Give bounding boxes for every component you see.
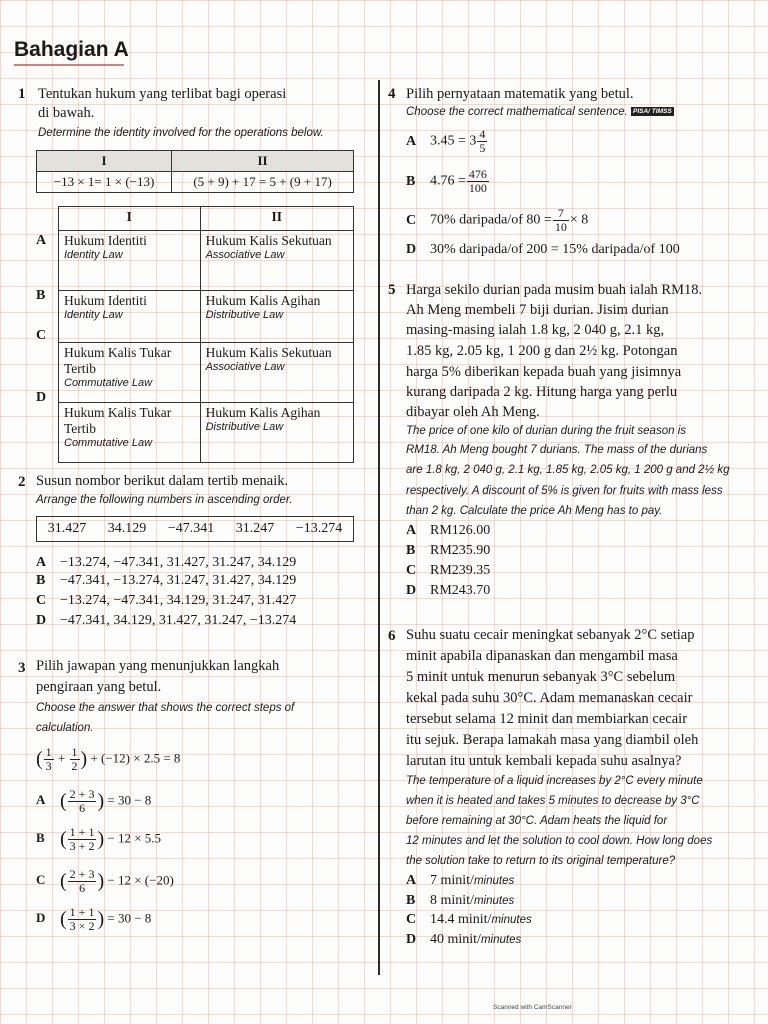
q4-text-en-row xyxy=(406,103,674,122)
q4-option-d[interactable] xyxy=(406,242,680,258)
q3-option-b-tail: − 12 × 5.5 xyxy=(107,830,162,846)
q3-option-a-num: 2 + 3 xyxy=(69,787,95,801)
q6-option-d-en: minutes xyxy=(480,934,522,946)
q4-option-c[interactable] xyxy=(406,207,588,234)
q4-option-b-pre: 4.76 = xyxy=(430,173,466,189)
q5-text-ms-1: Harga sekilo durian pada musim buah ialah RM18. xyxy=(406,282,703,298)
q3-text-ms-2: pengiraan yang betul. xyxy=(36,679,162,695)
q6-text-en-5: the solution take to return to its original temperature? xyxy=(406,855,676,867)
q4-text-ms: Pilih pernyataan matematik yang betul. xyxy=(406,86,634,102)
q2-number-1: 31.427 xyxy=(47,521,87,536)
q1-d-i-en: Commutative Law xyxy=(64,437,153,449)
q1-d-i-ms: Hukum Kalis Tukar Tertib xyxy=(64,405,172,436)
q6-text-ms-2: minit apabila dipanaskan dan mengambil masa xyxy=(406,648,678,664)
q4-option-c-pre: 70% daripada/of 80 = xyxy=(430,212,552,228)
q2-option-b[interactable] xyxy=(36,573,296,589)
q1-options-header-1: I xyxy=(59,207,201,231)
q3-option-a-den: 6 xyxy=(79,801,86,815)
q1-a-i-ms: Hukum Identiti xyxy=(64,233,147,248)
q3-option-c[interactable]: C ( $\frac{2 + 3}{6}$ ) − 12 × (−20) xyxy=(36,867,174,895)
pisa-timss-badge: PISA/ TIMSS xyxy=(633,108,672,116)
q4-option-b-num: 476 xyxy=(468,167,487,181)
q1-b-ii-ms: Hukum Kalis Agihan xyxy=(205,293,321,308)
q6-option-a-en: minutes xyxy=(473,875,515,887)
q3-option-c-tail: − 12 × (−20) xyxy=(107,872,174,888)
q2-option-c[interactable] xyxy=(36,593,296,609)
q6-option-d-letter: D xyxy=(406,932,417,947)
q5-text-en-2: RM18. Ah Meng bought 7 durians. The mass of the durians xyxy=(406,444,708,456)
q2-option-c-text: −13.274, −47.341, 34.129, 31.247, 31.427 xyxy=(60,593,297,608)
q1-option-row-d xyxy=(59,403,354,463)
q2-option-c-letter: C xyxy=(36,593,47,608)
q1-options-table xyxy=(58,206,354,463)
q6-option-b[interactable] xyxy=(406,892,514,911)
q2-number-3: −47.341 xyxy=(167,521,215,536)
q6-option-b-en: minutes xyxy=(473,895,515,907)
q1-option-row-b xyxy=(59,291,354,343)
q6-option-a[interactable] xyxy=(406,872,514,891)
q5-option-b-text: RM235.90 xyxy=(430,543,491,558)
q5-text-ms-3: masing-masing ialah 1.8 kg, 2 040 g, 2.1 kg, xyxy=(406,322,665,338)
q1-text-en: Determine the identity involved for the operations below. xyxy=(38,127,324,139)
q5-option-b-letter: B xyxy=(406,543,416,558)
q4-option-a-den: 5 xyxy=(479,141,486,155)
q6-option-a-letter: A xyxy=(406,873,417,888)
q4-option-b-den: 100 xyxy=(468,181,487,195)
q4-option-c-num: 7 xyxy=(553,207,569,221)
q6-number: 6 xyxy=(388,628,396,644)
q4-option-b[interactable] xyxy=(406,168,490,195)
q6-option-b-letter: B xyxy=(406,893,416,908)
q3-number: 3 xyxy=(18,660,26,676)
q5-text-ms-7: dibayar oleh Ah Meng. xyxy=(406,404,540,420)
q2-option-a[interactable] xyxy=(36,555,296,571)
q6-text-en-3: before remaining at 30°C. Adam heats the liquid for xyxy=(406,815,668,827)
q5-option-d-text: RM243.70 xyxy=(430,583,491,598)
q6-option-c-en: minutes xyxy=(491,914,532,926)
q3-option-d-tail: = 30 − 8 xyxy=(107,910,152,926)
q2-text-ms: Susun nombor berikut dalam tertib menaik. xyxy=(36,473,289,489)
q5-option-a[interactable] xyxy=(406,523,490,539)
q1-given-value-1: −13 × 1= 1 × (−13) xyxy=(37,172,172,193)
q3-option-a[interactable]: A ( $\frac{2 + 3}{6}$ ) = 30 − 8 xyxy=(36,787,152,815)
q4-option-d-letter: D xyxy=(406,242,417,257)
q3-option-c-letter: C xyxy=(36,872,46,888)
q5-option-d[interactable] xyxy=(406,583,490,599)
q3-option-d-letter: D xyxy=(36,910,46,926)
q5-option-c-letter: C xyxy=(406,563,417,578)
q5-text-en-1: The price of one kilo of durian during the fruit season is xyxy=(406,425,686,437)
q5-option-b[interactable] xyxy=(406,543,490,559)
q5-text-ms-6: kurang daripada 2 kg. Hitung harga yang perlu xyxy=(406,384,678,400)
q3-text-ms-1: Pilih jawapan yang menunjukkan langkah xyxy=(36,658,280,674)
q3-option-c-den: 6 xyxy=(79,881,86,895)
q6-text-ms-5: tersebut selama 12 minit dan membiarkan cecair xyxy=(406,711,688,727)
q6-option-c-ms: 14.4 minit/ xyxy=(430,912,492,927)
q4-option-c-letter: C xyxy=(406,212,417,228)
q3-text-en-1: Choose the answer that shows the correct steps of xyxy=(36,702,295,714)
q1-c-ii-en: Associative Law xyxy=(205,361,285,373)
q1-b-ii-en: Distributive Law xyxy=(205,309,284,321)
q4-option-a-pre: 3.45 = 3 xyxy=(430,133,477,149)
q1-d-ii-en: Distributive Law xyxy=(205,421,284,433)
q1-option-c-letter: C xyxy=(36,328,47,343)
q4-option-b-letter: B xyxy=(406,173,416,189)
column-divider xyxy=(378,80,380,975)
q4-option-a-letter: A xyxy=(406,133,417,149)
q2-number-2: 34.129 xyxy=(107,521,147,536)
q2-option-d-letter: D xyxy=(36,613,47,628)
q5-text-en-3: are 1.8 kg, 2 040 g, 2.1 kg, 1.85 kg, 2.05 kg, 1 200 g and 2½ kg xyxy=(406,464,730,476)
q3-expression: ( $\frac{1}{3}$ + $\frac{1}{2}$ ) + (−12) × 2.5 = 8 xyxy=(36,745,181,773)
q4-option-d-pre: 30% daripada/of 200 = 15% daripada/of 100 xyxy=(430,242,680,257)
q1-number: 1 xyxy=(18,86,26,102)
q2-number-box xyxy=(36,516,354,542)
q3-option-c-num: 2 + 3 xyxy=(69,867,95,881)
q1-option-b-letter: B xyxy=(36,288,46,303)
q1-text-ms-1: Tentukan hukum yang terlibat bagi operasi xyxy=(38,86,287,102)
q1-c-i-ms: Hukum Kalis Tukar Tertib xyxy=(64,345,172,376)
q6-text-ms-4: kekal pada suhu 30°C. Adam memanaskan cecair xyxy=(406,690,693,706)
q1-d-ii-ms: Hukum Kalis Agihan xyxy=(205,405,321,420)
q2-number-5: −13.274 xyxy=(295,521,343,536)
q2-number-4: 31.247 xyxy=(235,521,275,536)
q1-option-d-letter: D xyxy=(36,390,47,405)
q6-option-c-letter: C xyxy=(406,912,417,927)
q6-text-ms-1: Suhu suatu cecair meningkat sebanyak 2°C setiap xyxy=(406,627,695,643)
q2-option-d-text: −47.341, 34.129, 31.427, 31.247, −13.274 xyxy=(60,613,297,628)
q6-option-b-ms: 8 minit/ xyxy=(430,893,474,908)
q1-given-header-2: II xyxy=(172,151,354,172)
q6-text-ms-6: itu sejuk. Berapa lamakah masa yang diambil oleh xyxy=(406,732,699,748)
q4-option-a-num: 4 xyxy=(479,127,486,141)
q2-option-b-text: −47.341, −13.274, 31.247, 31.427, 34.129 xyxy=(60,573,297,588)
q6-text-ms-3: 5 minit untuk menurun sebanyak 3°C sebelum xyxy=(406,669,676,685)
q1-options-header-2: II xyxy=(200,207,353,231)
q3-option-b-den: 3 + 2 xyxy=(69,839,95,853)
q5-option-a-text: RM126.00 xyxy=(430,523,491,538)
q6-option-c[interactable] xyxy=(406,911,532,930)
q5-text-en-4: respectively. A discount of 5% is given for fruits with mass less xyxy=(406,485,723,497)
q3-option-b[interactable]: B ( $\frac{1 + 1}{3 + 2}$ ) − 12 × 5.5 xyxy=(36,825,162,853)
q1-given-value-2: (5 + 9) + 17 = 5 + (9 + 17) xyxy=(172,172,354,193)
q3-option-d[interactable]: D ( $\frac{1 + 1}{3 \times 2}$ ) = 30 − 8 xyxy=(36,905,152,933)
q1-a-i-en: Identity Law xyxy=(64,249,123,261)
title-underline xyxy=(14,64,124,66)
q5-text-en-5: than 2 kg. Calculate the price Ah Meng has to pay. xyxy=(406,505,663,517)
q1-text-ms-2: di bawah. xyxy=(38,105,95,121)
q3-option-d-num: 1 + 1 xyxy=(69,905,95,919)
q6-option-d-ms: 40 minit/ xyxy=(430,932,481,947)
q6-option-a-ms: 7 minit/ xyxy=(430,873,474,888)
q5-option-c[interactable] xyxy=(406,563,490,579)
q2-option-a-letter: A xyxy=(36,555,47,570)
q5-text-ms-4: 1.85 kg, 2.05 kg, 1 200 g dan 2½ kg. Potongan xyxy=(406,343,678,359)
q4-option-c-post: × 8 xyxy=(569,212,589,228)
q1-given-header-1: I xyxy=(37,151,172,172)
q5-text-ms-2: Ah Meng membeli 7 biji durian. Jisim durian xyxy=(406,302,669,318)
q1-a-ii-ms: Hukum Kalis Sekutuan xyxy=(205,233,332,248)
q1-option-a-letter: A xyxy=(36,233,47,248)
q3-option-b-num: 1 + 1 xyxy=(69,825,95,839)
q1-b-i-en: Identity Law xyxy=(64,309,123,321)
q1-c-ii-ms: Hukum Kalis Sekutuan xyxy=(205,345,332,360)
q3-option-a-tail: = 30 − 8 xyxy=(107,792,152,808)
q1-a-ii-en: Associative Law xyxy=(205,249,285,261)
q2-option-b-letter: B xyxy=(36,573,46,588)
q3-option-b-letter: B xyxy=(36,830,45,846)
scanner-footer: Scanned with CamScanner xyxy=(493,1004,572,1011)
q5-option-d-letter: D xyxy=(406,583,417,598)
q2-option-d[interactable] xyxy=(36,613,296,629)
q1-option-row-a xyxy=(59,231,354,291)
q4-number: 4 xyxy=(388,86,396,102)
q6-option-d[interactable] xyxy=(406,931,521,950)
q1-given-table xyxy=(36,150,354,193)
q2-text-en: Arrange the following numbers in ascending order. xyxy=(36,494,293,506)
q5-number: 5 xyxy=(388,282,396,298)
q1-c-i-en: Commutative Law xyxy=(64,377,153,389)
q3-option-a-letter: A xyxy=(36,792,46,808)
q6-text-en-1: The temperature of a liquid increases by 2°C every minute xyxy=(406,775,703,787)
q3-expression-tail: + (−12) × 2.5 = 8 xyxy=(90,750,181,766)
q5-option-a-letter: A xyxy=(406,523,417,538)
section-title: Bahagian A xyxy=(14,38,129,61)
q3-text-en-2: calculation. xyxy=(36,722,94,734)
q6-text-ms-7: larutan itu untuk kembali kepada suhu asalnya? xyxy=(406,753,682,769)
q6-text-en-2: when it is heated and takes 5 minutes to decrease by 3°C xyxy=(406,795,700,807)
q4-option-a[interactable] xyxy=(406,128,488,155)
q2-number: 2 xyxy=(18,474,26,490)
q1-option-row-c xyxy=(59,343,354,403)
q5-text-ms-5: harga 5% diberikan kepada buah yang jisimnya xyxy=(406,364,682,380)
q2-option-a-text: −13.274, −47.341, 31.427, 31.247, 34.129 xyxy=(60,555,297,570)
q5-option-c-text: RM239.35 xyxy=(430,563,491,578)
q3-option-d-den: 3 × 2 xyxy=(69,919,95,933)
q4-text-en: Choose the correct mathematical sentence. xyxy=(406,106,628,118)
q4-option-c-den: 10 xyxy=(554,220,567,234)
q6-text-en-4: 12 minutes and let the solution to cool down. How long does xyxy=(406,835,713,847)
q1-b-i-ms: Hukum Identiti xyxy=(64,293,147,308)
